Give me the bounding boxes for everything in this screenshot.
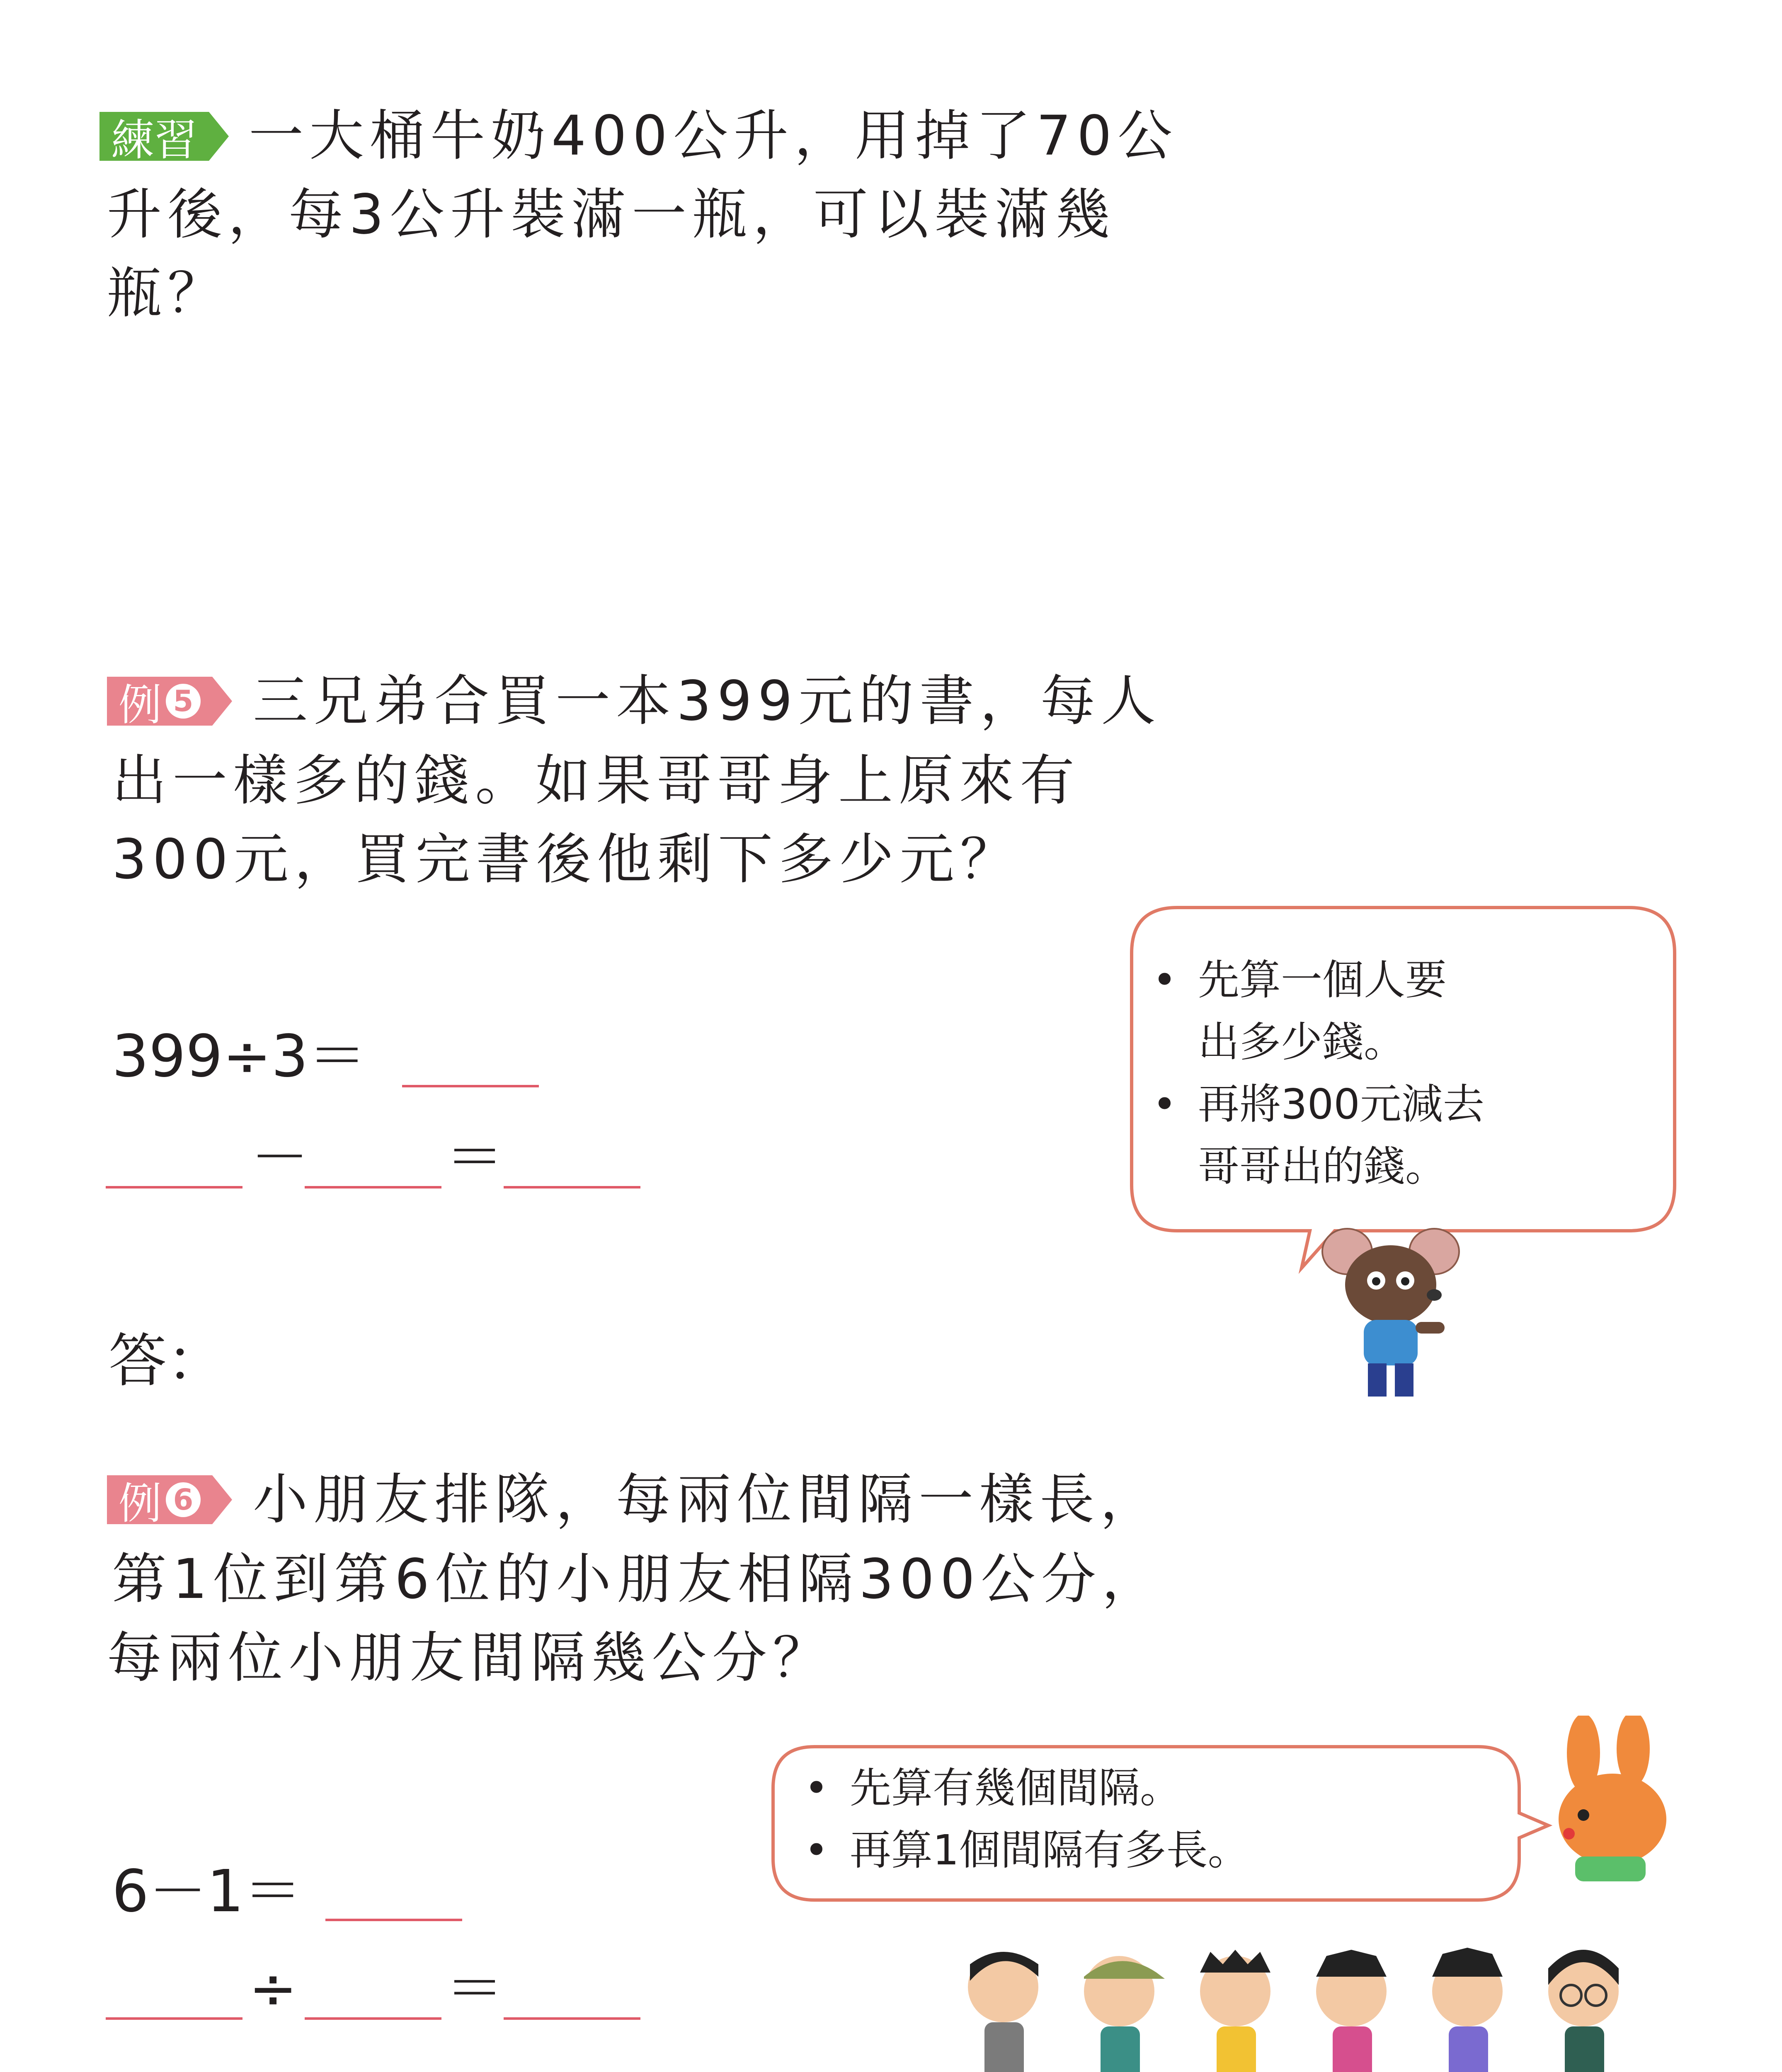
example5-tag — [107, 677, 232, 730]
example5-tag-arrow — [212, 677, 232, 726]
example5-number: 5 — [166, 684, 201, 719]
mouse-mascot-illustration — [1310, 1227, 1484, 1401]
example5-blank-1[interactable] — [402, 1085, 539, 1087]
example5-hint-bullet-1: • — [1152, 956, 1177, 1004]
children-line-illustration — [953, 1948, 1658, 2072]
child-2 — [1084, 1956, 1165, 2072]
example6-hint-line-1: 先算有幾個間隔。 — [850, 1764, 1181, 1812]
child-6 — [1548, 1950, 1619, 2072]
practice-tag-label: 練習 — [99, 112, 209, 161]
example6-line-1: 小朋友排隊，每兩位間隔一樣長， — [253, 1468, 1161, 1532]
rabbit-mascot-illustration — [1534, 1716, 1675, 1890]
example6-blank-3[interactable] — [305, 2017, 441, 2020]
example6-line-2: 第1位到第6位的小朋友相隔300公分， — [112, 1547, 1162, 1611]
example5-answer-label: 答： — [109, 1327, 225, 1395]
example6-blank-1[interactable] — [325, 1919, 462, 1921]
example5-blank-4[interactable] — [504, 1186, 640, 1188]
example5-equation-1: 399÷3＝ — [112, 1023, 366, 1090]
practice-tag — [99, 112, 229, 165]
example6-divide: ÷ — [249, 1955, 298, 2023]
example6-equals: ＝ — [446, 1955, 504, 2023]
example6-hint-bullet-2: • — [804, 1826, 829, 1874]
example5-hint-line-2: 出多少錢。 — [1198, 1018, 1405, 1066]
example6-tag-arrow — [212, 1475, 232, 1524]
child-1 — [968, 1952, 1038, 2072]
example5-hint-line-3: 再將300元減去 — [1198, 1080, 1484, 1128]
example6-hint-bullet-1: • — [804, 1764, 829, 1812]
example6-number: 6 — [166, 1482, 201, 1517]
example5-blank-2[interactable] — [106, 1186, 242, 1188]
example6-equation-1: 6－1＝ — [112, 1858, 302, 1925]
example6-blank-4[interactable] — [504, 2017, 640, 2020]
example6-tag — [107, 1475, 232, 1529]
example5-line-1: 三兄弟合買一本399元的書，每人 — [253, 669, 1161, 733]
example5-equals: ＝ — [446, 1124, 504, 1191]
child-3 — [1200, 1950, 1270, 2072]
example5-hint-line-4: 哥哥出的錢。 — [1198, 1142, 1447, 1191]
child-4 — [1316, 1950, 1387, 2072]
example5-line-2: 出一樣多的錢。如果哥哥身上原來有 — [112, 749, 1080, 813]
example6-hint-line-2: 再算1個間隔有多長。 — [850, 1826, 1249, 1874]
example5-tag-label: 例 — [119, 680, 162, 730]
example5-hint-line-1: 先算一個人要 — [1198, 956, 1447, 1004]
example5-blank-3[interactable] — [305, 1186, 441, 1188]
practice-line-2: 升後，每3公升裝滿一瓶，可以裝滿幾 — [107, 183, 1116, 247]
example5-minus: － — [251, 1124, 309, 1191]
example5-hint-bullet-2: • — [1152, 1080, 1177, 1128]
example6-line-3: 每兩位小朋友間隔幾公分？ — [107, 1626, 833, 1690]
practice-tag-arrow — [209, 112, 229, 161]
practice-line-1: 一大桶牛奶400公升，用掉了70公 — [249, 104, 1178, 168]
example5-line-3: 300元，買完書後他剩下多少元？ — [112, 828, 1021, 891]
example6-tag-label: 例 — [119, 1478, 162, 1529]
example6-blank-2[interactable] — [106, 2017, 242, 2020]
child-5 — [1432, 1948, 1503, 2072]
practice-line-3: 瓶？ — [107, 261, 228, 325]
